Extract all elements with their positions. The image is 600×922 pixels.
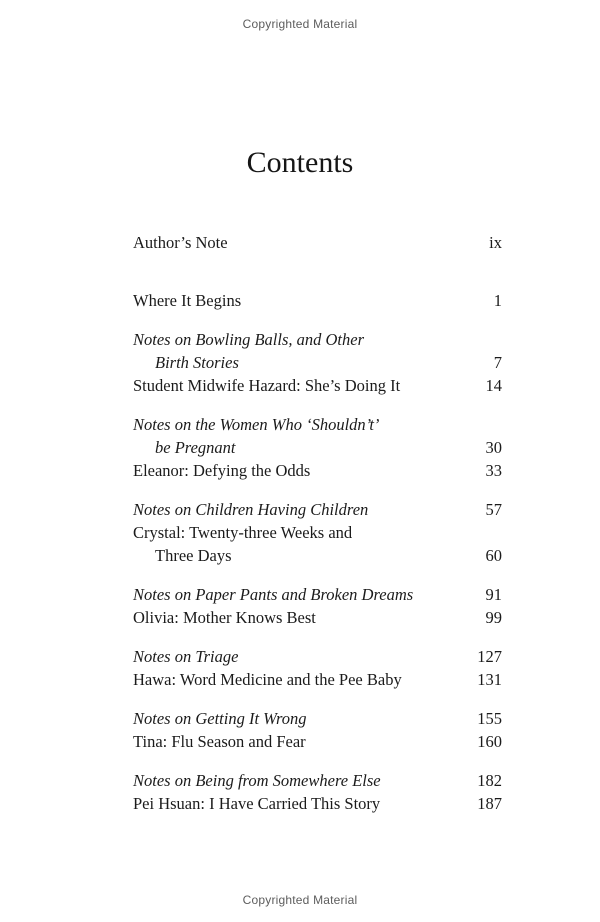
toc-entry-row bbox=[133, 459, 502, 482]
toc-entry-row bbox=[133, 521, 502, 544]
toc-entry-title: be Pregnant bbox=[155, 438, 236, 457]
toc-entry-page-number: 60 bbox=[485, 546, 502, 565]
toc-entry-page-number: 99 bbox=[485, 608, 502, 627]
copyright-watermark-bottom: Copyrighted Material bbox=[242, 893, 358, 907]
toc-entry-title: Olivia: Mother Knows Best bbox=[133, 608, 316, 627]
toc-entry bbox=[133, 769, 502, 792]
toc-entry-title: Notes on Children Having Children bbox=[133, 500, 369, 519]
toc-entry-title: Where It Begins bbox=[133, 291, 242, 310]
toc-entry-title: Notes on Bowling Balls, and Other bbox=[133, 330, 364, 349]
toc-entry-title: Pei Hsuan: I Have Carried This Story bbox=[133, 794, 381, 813]
toc-entry bbox=[133, 583, 502, 606]
toc-entry-page-number: 131 bbox=[477, 670, 502, 689]
toc-entry-title: Notes on Getting It Wrong bbox=[133, 709, 307, 728]
toc-entry-page-number: 127 bbox=[477, 647, 502, 666]
toc-group bbox=[133, 769, 502, 815]
toc-entry-row bbox=[133, 606, 502, 629]
toc-entry-row bbox=[133, 583, 502, 606]
toc-entry-page-number: 187 bbox=[477, 794, 502, 813]
toc-entry-title: Eleanor: Defying the Odds bbox=[133, 461, 311, 480]
toc-entry bbox=[133, 413, 502, 459]
toc-entry-row bbox=[133, 769, 502, 792]
toc-group bbox=[133, 645, 502, 691]
toc-entry-page-number: 155 bbox=[477, 709, 502, 728]
toc-entry bbox=[133, 231, 502, 254]
toc-group bbox=[133, 583, 502, 629]
toc-entry-page-number: 1 bbox=[493, 291, 502, 310]
toc-group bbox=[133, 413, 502, 482]
toc-entry bbox=[133, 730, 502, 753]
toc-entry-row bbox=[133, 289, 502, 312]
toc-list bbox=[133, 231, 502, 815]
toc-entry-page-number: 160 bbox=[477, 732, 502, 751]
toc-entry bbox=[133, 328, 502, 374]
copyright-watermark-top: Copyrighted Material bbox=[242, 17, 358, 31]
toc-group bbox=[133, 707, 502, 753]
toc-entry-page-number: 91 bbox=[485, 585, 502, 604]
toc-entry-row bbox=[133, 645, 502, 668]
toc-entry-page-number: 14 bbox=[485, 376, 502, 395]
toc-entry-title: Notes on Being from Somewhere Else bbox=[133, 771, 381, 790]
toc-entry-row bbox=[133, 544, 502, 567]
toc-entry-row bbox=[133, 328, 502, 351]
toc-entry-row bbox=[133, 436, 502, 459]
toc-entry-page-number: ix bbox=[489, 233, 502, 252]
toc-entry-title: Crystal: Twenty-three Weeks and bbox=[133, 523, 353, 542]
toc-entry-row bbox=[133, 668, 502, 691]
toc-entry-title: Hawa: Word Medicine and the Pee Baby bbox=[133, 670, 402, 689]
toc-entry-title: Birth Stories bbox=[155, 353, 239, 372]
toc-entry-title: Tina: Flu Season and Fear bbox=[133, 732, 306, 751]
toc-group bbox=[133, 289, 502, 312]
toc-entry bbox=[133, 606, 502, 629]
toc-entry-row bbox=[133, 413, 502, 436]
toc-entry-row bbox=[133, 498, 502, 521]
toc-entry bbox=[133, 498, 502, 521]
toc-entry bbox=[133, 374, 502, 397]
toc-group bbox=[133, 231, 502, 254]
toc-entry-title: Notes on Paper Pants and Broken Dreams bbox=[133, 585, 414, 604]
toc-entry-page-number: 7 bbox=[493, 353, 502, 372]
toc-entry-row bbox=[133, 231, 502, 254]
toc-entry-page-number: 30 bbox=[485, 438, 502, 457]
toc-entry bbox=[133, 521, 502, 567]
toc-entry-title: Author’s Note bbox=[133, 233, 228, 252]
toc-entry-page-number: 33 bbox=[485, 461, 502, 480]
toc-group bbox=[133, 498, 502, 567]
toc-entry bbox=[133, 668, 502, 691]
toc-entry-row bbox=[133, 792, 502, 815]
toc-entry-title: Three Days bbox=[155, 546, 232, 565]
toc-entry-page-number: 182 bbox=[477, 771, 502, 790]
page-title: Contents bbox=[246, 146, 354, 179]
toc-entry-page-number: 57 bbox=[485, 500, 502, 519]
toc-entry bbox=[133, 645, 502, 668]
toc-entry-row bbox=[133, 351, 502, 374]
toc-group bbox=[133, 328, 502, 397]
toc-entry-title: Notes on the Women Who ‘Shouldn’t’ bbox=[133, 415, 380, 434]
toc-entry-title: Notes on Triage bbox=[133, 647, 239, 666]
toc-entry bbox=[133, 289, 502, 312]
toc-entry bbox=[133, 792, 502, 815]
toc-entry-row bbox=[133, 707, 502, 730]
toc-entry bbox=[133, 459, 502, 482]
toc-entry-row bbox=[133, 374, 502, 397]
toc-entry bbox=[133, 707, 502, 730]
toc-entry-title: Student Midwife Hazard: She’s Doing It bbox=[133, 376, 401, 395]
toc-entry-row bbox=[133, 730, 502, 753]
